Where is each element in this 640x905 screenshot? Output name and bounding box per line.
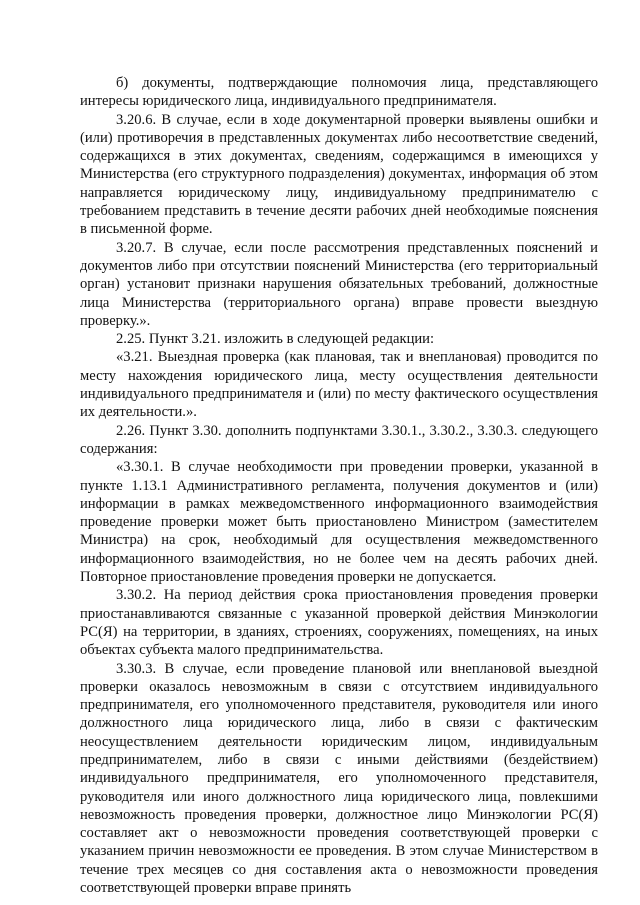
paragraph-3-30-3: 3.30.3. В случае, если проведение плановой или внеплановой выездной проверки оказалось невозможным в связи с отсутствием индивидуального предпринимателя, его уполномоченного представителя, руководителя или иного должностного лица юридического лица, либо в связи с фактическим неосуществлением деятельности юридическим лицом, индивидуальным предпринимателем, либо в связи с иными действиями (бездействием) индивидуального предпринимателя, его уполномоченного представителя, руководителя или иного должностного лица юридического лица, повлекшими невозможность проведения проверки, должностное лицо Минэкологии РС(Я) составляет акт о невозможности проведения соответствующей проверки с указанием причин невозможности ее проведения. В этом случае Министерством в течение трех месяцев со дня составления акта о невозможности проведения соответствующей проверки вправе принять <box>80 660 598 897</box>
paragraph-3-21: «3.21. Выездная проверка (как плановая, так и внеплановая) проводится по месту нахождения юридического лица, месту осуществления деятельности индивидуального предпринимателя и (или) по месту фактического осуществления их деятельности.». <box>80 349 598 421</box>
paragraph-2-26: 2.26. Пункт 3.30. дополнить подпунктами 3.30.1., 3.30.2., 3.30.3. следующего содержания: <box>80 422 598 457</box>
paragraph-documents-authority: б) документы, подтверждающие полномочия лица, представляющего интересы юридического лица, индивидуального предпринимателя. <box>80 75 598 110</box>
paragraph-3-20-6: 3.20.6. В случае, если в ходе документарной проверки выявлены ошибки и (или) противоречия в представленных документах либо несоответствие сведений, содержащихся в этих документах, сведениям, содержащимся в имеющихся у Министерства (его структурного подразделения) документах, информация об этом направляется юридическому лицу, индивидуальному предпринимателю с требованием представить в течение десяти рабочих дней необходимые пояснения в письменной форме. <box>80 111 598 238</box>
paragraph-3-30-1: «3.30.1. В случае необходимости при проведении проверки, указанной в пункте 1.13.1 Административного регламента, получения документов и (или) информации в рамках межведомственного информационного взаимодействия проведение проверки может быть приостановлено Министром (заместителем Министра) на срок, необходимый для осуществления межведомственного информационного взаимодействия, но не более чем на десять рабочих дней. Повторное приостановление проведения проверки не допускается. <box>80 459 598 586</box>
paragraph-3-20-7: 3.20.7. В случае, если после рассмотрения представленных пояснений и документов либо при отсутствии пояснений Министерства (его территориальный орган) установит признаки нарушения обязательных требований, должностные лица Министерства (территориального органа) вправе провести выездную проверку.». <box>80 239 598 329</box>
paragraph-2-25: 2.25. Пункт 3.21. изложить в следующей редакции: <box>116 331 435 348</box>
document-page <box>80 74 598 897</box>
paragraph-3-30-2: 3.30.2. На период действия срока приостановления проведения проверки приостанавливаются связанные с указанной проверкой действия Минэкологии РС(Я) на территории, в зданиях, строениях, сооружениях, помещениях, на иных объектах субъекта малого предпринимательства. <box>80 587 598 659</box>
